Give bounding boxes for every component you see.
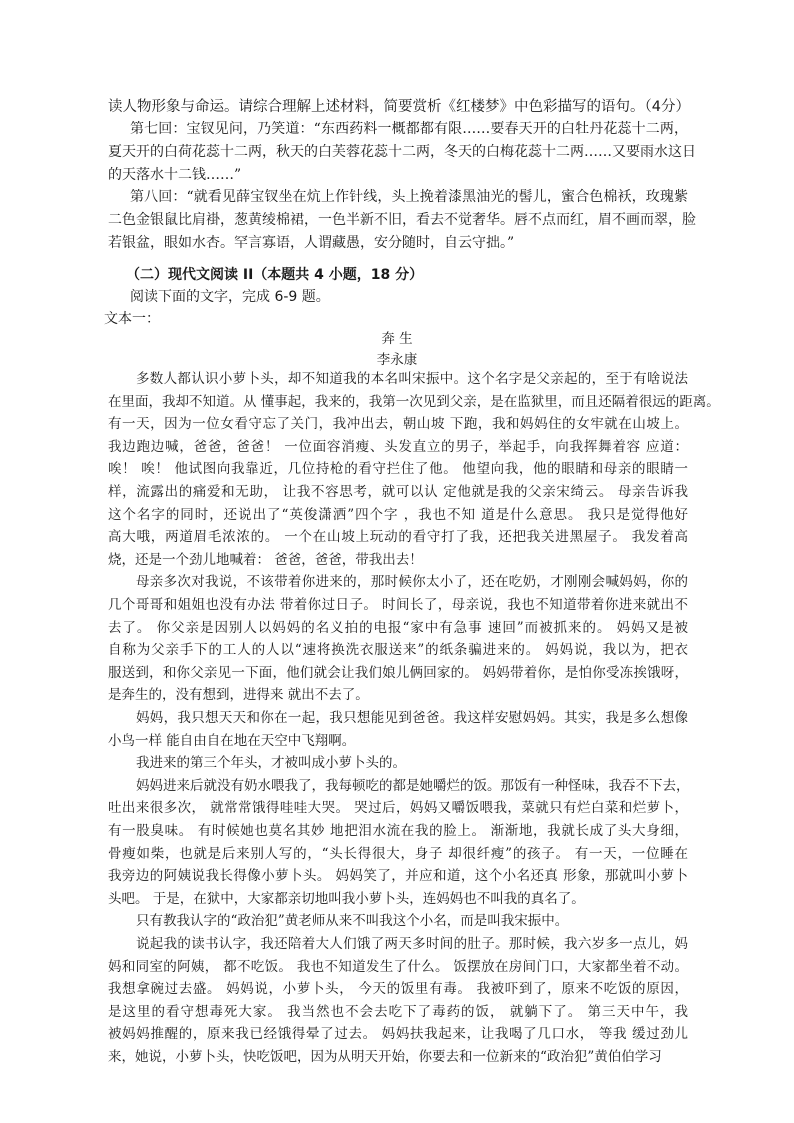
- excerpt-ch7-line: 夏天开的白荷花蕊十二两，秋天的白芙蓉花蕊十二两，冬天的白梅花蕊十二两……又要雨水这日: [108, 144, 696, 160]
- article-body-line: 是奔生的，没有想到，进得来 就出不去了。: [108, 687, 369, 704]
- article-body-line: 说起我的读书认字，我还陪着大人们饿了两天多时间的肚子。那时候，我六岁多一点儿，妈: [136, 936, 688, 952]
- article-body-line: 这个名字的同时，还说出了“英俊潇洒”四个字 ，我也不知 道是什么意思。 我只是觉得他好: [108, 506, 688, 523]
- article-body-line: 高大哦，两道眉毛浓浓的。 一个在山坡上玩动的看守打了我，还把我关进黑屋子。 我发着高: [108, 529, 688, 546]
- excerpt-ch8-line: 若银盆，眼如水杏。罕言寡语，人谓藏愚，安分随时，自云守拙。”: [108, 235, 515, 251]
- article-body-line: 自称为父亲手下的工人的人以“速将换洗衣服送来”的纸条骗进来的。 妈妈说，我以为，把衣: [108, 642, 688, 659]
- article-body-line: 来，她说，小萝卜头，快吃饭吧，因为从明天开始，你要去和一位新来的“政治犯”黄伯伯学习: [108, 1049, 662, 1065]
- article-body-line: 妈妈进来后就没有奶水喂我了，我每顿吃的都是她嚼烂的饭。那饭有一种怪味，我吞不下去，: [136, 777, 690, 794]
- article-body-line: 被妈妈推醒的，原来我已经饿得晕了过去。 妈妈扶我起来，让我喝了几口水， 等我 缓过劲儿: [108, 1026, 688, 1043]
- article-body-line: 我旁边的阿姨说我长得像小萝卜头。 妈妈笑了，并应和道，这个小名还真 形象，那就叫小萝卜: [108, 868, 688, 885]
- article-body-line: 妈妈，我只想天天和你在一起，我只想能见到爸爸。我这样安慰妈妈。其实，我是多么想像: [136, 710, 688, 726]
- article-body-line: 吐出来很多次， 就常常饿得哇哇大哭。 哭过后，妈妈又嚼饭喂我，菜就只有烂白菜和烂萝卜，: [108, 800, 688, 817]
- article-body-line: 多数人都认识小萝卜头，却不知道我的本名叫宋振中。这个名字是父亲起的，至于有啥说法: [136, 371, 688, 387]
- article-body-line: 骨瘦如柴，也就是后来别人写的，“头长得很大，身子 却很纤瘦”的孩子。 有一天，一位睡在: [108, 845, 688, 862]
- article-body-line: 我想拿碗过去盛。 妈妈说，小萝卜头， 今天的饭里有毒。 我被吓到了，原来不吃饭的原因，: [108, 981, 688, 998]
- article-body-line: 我边跑边喊，爸爸，爸爸！ 一位面容消瘦、头发直立的男子，举起手，向我挥舞着容 应道：: [108, 438, 688, 455]
- article-body-line: 小鸟一样 能自由自在地在天空中飞翔啊。: [108, 732, 356, 749]
- article-body-line: 唉！ 唉！ 他试图向我靠近，几位持枪的看守拦住了他。 他望向我，他的眼睛和母亲的眼睛一: [108, 461, 688, 478]
- article-body-line: 头吧。 于是，在狱中，大家都亲切地叫我小萝卜头，连妈妈也不叫我的真名了。: [108, 890, 585, 907]
- article-body-line: 我进来的第三个年头，才被叫成小萝卜头的。: [136, 755, 406, 772]
- article-body-line: 有一股臭味。 有时候她也莫名其妙 地把泪水流在我的脸上。 渐渐地，我就长成了头大身细，: [108, 823, 688, 839]
- article-body-line: 是这里的看守想毒死大家。 我当然也不会去吃下了毒药的饭， 就躺下了。 第三天中午，我: [108, 1003, 688, 1020]
- article-body-line: 去了。 你父亲是因别人以妈妈的名义拍的电报“家中有急事 速回”而被抓来的。 妈妈又是被: [108, 619, 688, 636]
- article-body-line: 母亲多次对我说，不该带着你进来的，那时候你太小了，还在吃奶，才刚刚会喊妈妈，你的: [136, 574, 688, 591]
- article-body-line: 服送到，和你父亲见一下面，他们就会让我们娘儿俩回家的。 妈妈带着你，是怕你受冻挨饿呀，: [108, 664, 688, 681]
- section-heading: （二）现代文阅读 II（本题共 4 小题，18 分）: [126, 267, 424, 283]
- excerpt-ch7-line: 第七回：宝钗见问，乃笑道：“东西药料一概都都有限……要春天开的白牡丹花蕊十二两，: [130, 121, 688, 137]
- reading-instruction: 阅读下面的文字，完成 6-9 题。: [130, 289, 330, 305]
- excerpt-ch8-line: 二色金银鼠比肩褂，葱黄绫棉裙，一色半新不旧，看去不觉奢华。唇不点而红，眉不画而翠，脸: [108, 212, 696, 228]
- text-label: 文本一：: [104, 311, 160, 327]
- excerpt-ch8-line: 第八回：“就看见薛宝钗坐在炕上作针线，头上挽着漆黑油光的髻儿，蜜合色棉袄，玫瑰紫: [130, 189, 688, 205]
- article-body-line: 在里面，我却不知道。从 懂事起，我来的，我第一次见到父亲，是在监狱里，而且还隔着很远的距离。: [108, 393, 720, 410]
- article-body-line: 样，流露出的痛爱和无助， 让我不容思考，就可以认 定他就是我的父亲宋绮云。 母亲告诉我: [108, 484, 688, 500]
- article-body-line: 有一天，因为一位女看守忘了关门，我冲出去，朝山坡 下跑，我和妈妈住的女牢就在山坡上。: [108, 416, 688, 433]
- article-author: 李永康: [376, 352, 418, 368]
- article-body-line: 只有教我认字的“政治犯”黄老师从来不叫我这个小名，而是叫我宋振中。: [136, 913, 569, 930]
- question-tail: 读人物形象与命运。请综合理解上述材料，简要赏析《红楼梦》中色彩描写的语句。（4分）: [108, 99, 690, 115]
- excerpt-ch7-line: 的天落水十二钱……”: [108, 167, 242, 183]
- article-title: 奔 生: [381, 331, 413, 347]
- article-body-line: 烧，还是一个劲儿地喊着： 爸爸，爸爸，带我出去！: [108, 551, 423, 568]
- article-body-line: 几个哥哥和姐姐也没有办法 带着你过日子。 时间长了，母亲说，我也不知道带着你进来就出不: [108, 597, 688, 613]
- article-body-line: 妈和同室的阿姨， 都不吃饭。 我也不知道发生了什么。 饭摆放在房间门口，大家都坐着不动。: [108, 958, 688, 975]
